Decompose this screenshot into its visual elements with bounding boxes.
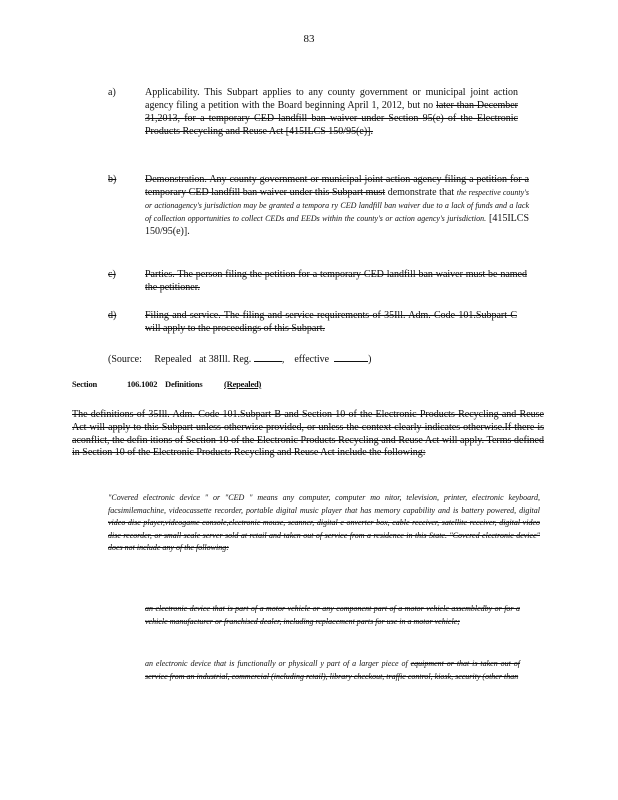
section-label: Section: [72, 379, 98, 389]
item-b-plain: demonstrate that: [387, 187, 455, 198]
item-a-text: [145, 86, 518, 138]
ced-definition: [108, 492, 540, 555]
source-reg: at 38Ill. Reg.: [199, 354, 252, 365]
ced-definition-struck: video disc player,videogame console,electronic mouse, scanner, digital c onverter box, cable receiver, satellite receiver, digital video disc recorder, or small scale server sold at retail and taken out of service from a residence in this State. "Covered electronic device" does not include any of the following:: [108, 518, 540, 552]
source-effective: effective: [294, 354, 330, 365]
section-status: (Repealed): [224, 379, 262, 389]
item-b-text: [145, 173, 529, 238]
item-b-italic: the respective county's or actionagency's jurisdiction may be granted a tempora ry CED landfill ban waiver due to a lack of funds and a lack of collection opportunities to collect CEDs and EEDs within the county's or action agency's jurisdiction.: [145, 188, 529, 223]
exclusion-item-2: [145, 658, 520, 683]
item-a-label: a): [108, 87, 116, 98]
source-close: ): [368, 354, 372, 365]
item-c-label: c): [108, 269, 116, 280]
page-number: 83: [303, 33, 315, 45]
exclusion-item-1: an electronic device that is part of a motor vehicle or any component part of a motor vehicle assembledby or for a vehicle manufacturer or franchised dealer, including replacement parts for use in a motor vehicle;: [145, 604, 520, 626]
item-a-plain: Applicability. This Subpart applies to any county government or municipal joint action agency filing a petition with the Board beginning April 1, 2012, but no: [145, 87, 518, 111]
item-b-struck: Demonstration. Any county government or municipal joint action agency filing a petition for a temporary CED landfill ban waiver under this Subpart must: [145, 174, 529, 198]
ced-definition-plain: "Covered electronic device " or "CED " means any computer, computer mo nitor, television, printer, electronic keyboard, facsimilemachine, videocassette recorder, portable digital music player that has memory capability and is battery powered, digital: [108, 493, 540, 515]
source-prefix: (Source:: [108, 354, 142, 365]
exclusion-item-2-struck: equipment or that is taken out of service from an industrial, commercial (including retail), library checkout, traffic control, kiosk, security (other than: [145, 659, 520, 681]
item-a-struck: later than December 31,2013, for a temporary CED landfill ban waiver under Section 95(e) of the Electronic Products Recycling and Reuse Act [415ILCS 150/95(e)].: [145, 100, 519, 137]
section-number: 106.1002: [127, 379, 158, 389]
section-title: Definitions: [165, 379, 203, 389]
item-c-text: Parties. The person filing the petition for a temporary CED landfill ban waiver must be named the petitioner.: [145, 269, 527, 293]
source-blank-2: [334, 352, 368, 362]
item-d-label: d): [108, 310, 117, 321]
source-comma: ,: [281, 354, 285, 365]
definitions-paragraph: The definitions of 35Ill. Adm. Code 101.Subpart B and Section 10 of the Electronic Products Recycling and Reuse Act will apply to this Subpart unless otherwise provided, or unless the context clearly indicates otherwise.If there is aconflict, the defin itions of Section 10 of the Electronic Products Recycling and Reuse Act will apply. Terms defined in Section 10 of the Electronic Products Recycling and Reuse Act include the following:: [72, 409, 544, 459]
exclusion-item-2-plain: an electronic device that is functionally or physicall y part of a larger piece of: [145, 659, 408, 668]
item-b-label: b): [108, 174, 117, 185]
source-note: [108, 352, 528, 366]
source-repealed: Repealed: [154, 354, 192, 365]
source-blank-1: [254, 352, 282, 362]
item-d-text: Filing and service. The filing and service requirements of 35Ill. Adm. Code 101.Subpart C will apply to the proceedings of this Subpart.: [145, 310, 517, 334]
item-b-cite: [415ILCS 150/95(e)].: [145, 213, 530, 237]
